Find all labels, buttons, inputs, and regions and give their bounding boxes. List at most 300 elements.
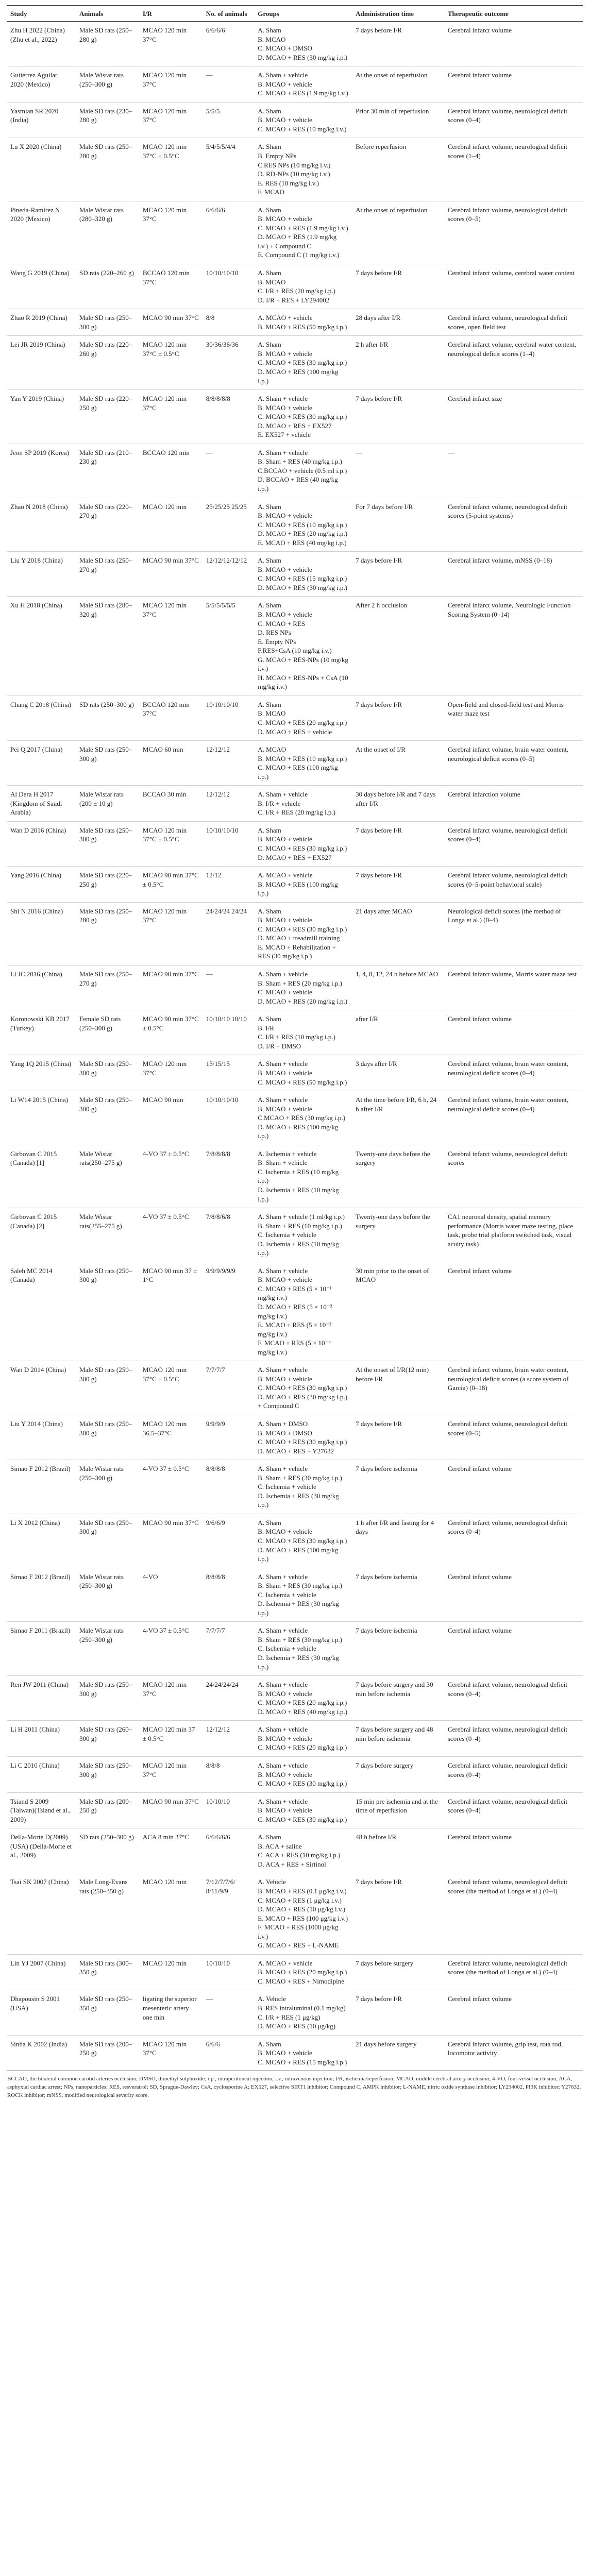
administration-time-cell: At the onset of I/R(12 min) before I/R <box>352 1361 445 1415</box>
therapeutic-outcome-cell: Open-field and closed-field test and Morris water maze test <box>445 696 583 740</box>
study-cell: Zhu H 2022 (China) (Zhu et al., 2022) <box>7 22 76 66</box>
ir-cell: MCAO 120 min 37°C <box>140 102 203 138</box>
study-cell: Sinha K 2002 (India) <box>7 2035 76 2071</box>
no-animals-cell: — <box>203 965 255 1010</box>
animals-cell: Male SD rats (220–250 g) <box>76 390 140 444</box>
animals-cell: Male Wistar rats (250–300 g) <box>76 66 140 103</box>
animals-cell: Male SD rats (210–230 g) <box>76 444 140 498</box>
administration-time-cell: 30 days before I/R and 7 days after I/R <box>352 786 445 822</box>
group-entry: A. Sham <box>258 143 281 151</box>
group-entry: B. MCAO + vehicle <box>258 215 312 223</box>
group-entry: D. Ischemia + RES (10 mg/kg i.p.) <box>258 1240 339 1257</box>
group-entry: A. Sham + vehicle <box>258 1725 308 1734</box>
study-cell: Pei Q 2017 (China) <box>7 741 76 786</box>
group-entry: B. MCAO + RES (10 mg/kg i.p.) <box>258 754 347 762</box>
animals-cell: Male SD rats (220–260 g) <box>76 336 140 390</box>
administration-time-cell: 7 days before I/R <box>352 22 445 66</box>
ir-cell: MCAO 120 min 37°C <box>140 201 203 264</box>
group-entry: F. MCAO <box>258 188 284 196</box>
group-entry: D. Ischemia + RES (30 mg/kg i.p.) <box>258 1492 339 1509</box>
no-animals-cell: 8/8/8/8/8 <box>203 390 255 444</box>
group-entry: B. ACA + saline <box>258 1842 302 1850</box>
group-entry: D. MCAO + RES + Y27632 <box>258 1447 334 1455</box>
animals-cell: Male SD rats (250–300 g) <box>76 741 140 786</box>
therapeutic-outcome-cell: Cerebral infarct volume, neurological deficit scores (0–4) <box>445 1514 583 1568</box>
table-row <box>7 444 583 498</box>
group-entry: B. MCAO + vehicle <box>258 512 312 520</box>
group-entry: B. MCAO + RES (20 mg/kg i.p.) <box>258 1968 347 1976</box>
group-entry: A. Sham + vehicle <box>258 1060 308 1068</box>
group-entry: B. MCAO + RES (100 mg/kg i.p.) <box>258 880 338 897</box>
study-cell: Zhao R 2019 (China) <box>7 309 76 336</box>
groups-cell <box>255 902 352 965</box>
group-entry: A. MCAO <box>258 745 286 754</box>
animals-cell: Male Wistar rats (250–300 g) <box>76 1568 140 1622</box>
study-characteristics-table <box>7 5 583 2071</box>
group-entry: C. I/R + RES (1 μg/kg) <box>258 2013 321 2021</box>
group-entry: D. MCAO + RES + EX527 <box>258 853 332 861</box>
group-entry: G. MCAO + RES-NPs (10 mg/kg i.v.) <box>258 655 348 673</box>
group-entry: A. Sham <box>258 907 281 915</box>
therapeutic-outcome-cell: Cerebral infarct volume, neurological deficit scores (0–4) <box>445 1676 583 1721</box>
groups-cell <box>255 1145 352 1208</box>
group-entry: H. MCAO + RES-NPs + CsA (10 mg/kg i.v.) <box>258 673 348 691</box>
group-entry: C.MCAO + RES (30 mg/kg i.p.) <box>258 1114 346 1122</box>
group-entry: B. MCAO <box>258 709 286 718</box>
groups-cell <box>255 1990 352 2035</box>
administration-time-cell: 1, 4, 8, 12, 24 h before MCAO <box>352 965 445 1010</box>
group-entry: B. Sham + RES (20 mg/kg i.p.) <box>258 979 342 987</box>
group-entry: B. MCAO + vehicle <box>258 1734 312 1742</box>
study-cell: Li JC 2016 (China) <box>7 965 76 1010</box>
group-entry: B. MCAO + vehicle <box>258 1375 312 1383</box>
groups-cell <box>255 1622 352 1676</box>
group-entry: A. MCAO + vehicle <box>258 314 313 322</box>
study-cell: Gutiérrez Aguilar 2020 (Mexico) <box>7 66 76 103</box>
group-entry: C. MCAO + RES (30 mg/kg i.p.) <box>258 1438 347 1446</box>
ir-cell: MCAO 120 min 37°C <box>140 1055 203 1091</box>
table-row <box>7 741 583 786</box>
groups-cell <box>255 597 352 696</box>
study-cell: Liu Y 2014 (China) <box>7 1415 76 1460</box>
study-cell: Della-Morte D(2009)(USA) (Della-Morte et al., 2009) <box>7 1828 76 1873</box>
group-entry: D. BCCAO + RES (40 mg/kg i.p.) <box>258 476 338 493</box>
no-animals-cell: 7/7/7/7 <box>203 1622 255 1676</box>
group-entry: C.RES NPs (10 mg/kg i.v.) <box>258 161 331 169</box>
study-cell: Lu X 2020 (China) <box>7 138 76 201</box>
administration-time-cell: 7 days before ischemia <box>352 1622 445 1676</box>
group-entry: B. MCAO + vehicle <box>258 835 312 843</box>
group-entry: A. MCAO + vehicle <box>258 871 313 879</box>
group-entry: A. Sham + vehicle <box>258 1096 308 1104</box>
animals-cell: Male SD rats (250–280 g) <box>76 138 140 201</box>
group-entry: B. RES intraluminal (0.1 mg/kg) <box>258 2004 346 2012</box>
group-entry: A. Sham + vehicle <box>258 1465 308 1473</box>
ir-cell: MCAO 90 min 37°C <box>140 309 203 336</box>
group-entry: D. MCAO + RES (30 mg/kg i.p.) <box>258 53 348 61</box>
group-entry: A. Sham <box>258 2040 281 2048</box>
groups-cell <box>255 498 352 552</box>
therapeutic-outcome-cell: Cerebral infarct volume, neurological deficit scores (0–5-point behavioral scale) <box>445 867 583 903</box>
therapeutic-outcome-cell: Cerebral infarct volume, neurological deficit scores (5-point systems) <box>445 498 583 552</box>
therapeutic-outcome-cell: Cerebral infarct volume, cerebral water content <box>445 264 583 309</box>
animals-cell: Male SD rats (250–280 g) <box>76 902 140 965</box>
table-row <box>7 696 583 740</box>
no-animals-cell: 12/12/12 <box>203 741 255 786</box>
group-entry: C. MCAO + RES (1.9 mg/kg i.v.) <box>258 89 348 97</box>
group-entry: C. MCAO + RES (15 mg/kg i.p.) <box>258 2058 347 2066</box>
no-animals-cell: 8/8/8/8 <box>203 1568 255 1622</box>
therapeutic-outcome-cell: Cerebral infarct volume, neurological deficit scores, open field test <box>445 309 583 336</box>
groups-cell <box>255 138 352 201</box>
group-entry: D. MCAO + RES + EX527 <box>258 421 332 430</box>
group-entry: B. I/R + vehicle <box>258 799 301 807</box>
administration-time-cell: For 7 days before I/R <box>352 498 445 552</box>
table-row <box>7 1010 583 1055</box>
ir-cell: BCCAO 30 min <box>140 786 203 822</box>
groups-cell <box>255 1568 352 1622</box>
ir-cell: MCAO 60 min <box>140 741 203 786</box>
table-row <box>7 1262 583 1361</box>
group-entry: C. MCAO + RES (10 mg/kg i.p.) <box>258 520 347 529</box>
group-entry: C. MCAO + RES (30 mg/kg i.p.) <box>258 925 347 933</box>
group-entry: A. Sham + vehicle <box>258 1366 308 1374</box>
study-cell: Yasmian SR 2020 (India) <box>7 102 76 138</box>
group-entry: E. MCAO + Rehabilitation + RES (30 mg/kg i.p.) <box>258 943 336 960</box>
group-entry: A. Sham <box>258 556 281 565</box>
administration-time-cell: 7 days before surgery <box>352 1954 445 1990</box>
animals-cell: Male Wistar rats (280–320 g) <box>76 201 140 264</box>
table-row <box>7 1460 583 1514</box>
table-row <box>7 1361 583 1415</box>
study-cell: Lin YJ 2007 (China) <box>7 1954 76 1990</box>
administration-time-cell: Twenty-one days before the surgery <box>352 1208 445 1262</box>
groups-cell <box>255 552 352 597</box>
table-row <box>7 1055 583 1091</box>
administration-time-cell: 28 days after I/R <box>352 309 445 336</box>
group-entry: A. Sham <box>258 341 281 349</box>
group-entry: E. MCAO + RES (5 × 10⁻³ mg/kg i.v.) <box>258 1321 332 1338</box>
groups-cell <box>255 1091 352 1145</box>
administration-time-cell: 7 days before surgery and 48 min before ischemia <box>352 1721 445 1757</box>
group-entry: C. MCAO + RES (1 μg/kg i.v.) <box>258 1896 342 1904</box>
group-entry: A. Sham <box>258 700 281 708</box>
therapeutic-outcome-cell: Cerebral infarct volume, brain water content, neurological deficit scores (a score system of Garcia) (0–18) <box>445 1361 583 1415</box>
group-entry: A. Sham <box>258 502 281 511</box>
group-entry: D. MCAO + RES (10 μg/kg i.v.) <box>258 1905 346 1913</box>
groups-cell <box>255 1756 352 1792</box>
study-cell: Shi N 2016 (China) <box>7 902 76 965</box>
no-animals-cell: 24/24/24/24 <box>203 1676 255 1721</box>
table-row <box>7 1873 583 1954</box>
table-row <box>7 264 583 309</box>
therapeutic-outcome-cell: Cerebral infarct volume, Morris water maze test <box>445 965 583 1010</box>
group-entry: C. MCAO + vehicle <box>258 988 312 996</box>
groups-cell <box>255 2035 352 2071</box>
group-entry: E. EX527 + vehicle <box>258 431 311 439</box>
therapeutic-outcome-cell: Cerebral infarct volume <box>445 1010 583 1055</box>
study-cell: Xu H 2018 (China) <box>7 597 76 696</box>
no-animals-cell: 10/10/10/10 <box>203 696 255 740</box>
ir-cell: MCAO 120 min 36.5–37°C <box>140 1415 203 1460</box>
group-entry: D. MCAO + RES (100 mg/kg i.p.) <box>258 1123 339 1140</box>
study-cell: Li X 2012 (China) <box>7 1514 76 1568</box>
animals-cell: Male SD rats (200–250 g) <box>76 2035 140 2071</box>
group-entry: B. MCAO + RES (50 mg/kg i.p.) <box>258 323 347 331</box>
groups-cell <box>255 336 352 390</box>
group-entry: C. MCAO + RES (20 mg/kg i.p.) <box>258 719 347 726</box>
therapeutic-outcome-cell: Cerebral infarct volume, Neurologic Function Scoring System (0–14) <box>445 597 583 696</box>
animals-cell: Male Wistar rats (200 ± 10 g) <box>76 786 140 822</box>
no-animals-cell: 10/10/10 <box>203 1954 255 1990</box>
study-cell: Lei JR 2019 (China) <box>7 336 76 390</box>
group-entry: B. MCAO + vehicle <box>258 1069 312 1077</box>
groups-cell <box>255 1954 352 1990</box>
group-entry: A. Sham + vehicle <box>258 1572 308 1581</box>
ir-cell: MCAO 90 min <box>140 1091 203 1145</box>
animals-cell: Male SD rats (250–300 g) <box>76 1361 140 1415</box>
study-cell: Saleh MC 2014 (Canada) <box>7 1262 76 1361</box>
study-cell: Simao F 2012 (Brazil) <box>7 1460 76 1514</box>
group-entry: C. ACA + RES (10 mg/kg i.p.) <box>258 1851 341 1859</box>
group-entry: D. MCAO + RES (1.9 mg/kg i.v.) + Compound C <box>258 233 337 250</box>
table-row <box>7 1091 583 1145</box>
table-row <box>7 2035 583 2071</box>
group-entry: D. MCAO + RES (20 mg/kg i.p.) <box>258 997 348 1005</box>
group-entry: D. ACA + RES + Sirtinol <box>258 1860 326 1868</box>
group-entry: D. Ischemia + RES (10 mg/kg i.p.) <box>258 1185 339 1203</box>
animals-cell: Male SD rats (250–300 g) <box>76 1676 140 1721</box>
therapeutic-outcome-cell: Cerebral infarct volume <box>445 1622 583 1676</box>
groups-cell <box>255 264 352 309</box>
column-header-groups: Groups <box>255 6 352 22</box>
table-row <box>7 66 583 103</box>
group-entry: F. MCAO + RES (1000 μg/kg i.v.) <box>258 1923 339 1940</box>
group-entry: C. MCAO + RES (30 mg/kg i.p.) <box>258 1384 347 1392</box>
group-entry: A. Ischemia + vehicle <box>258 1149 317 1158</box>
no-animals-cell: 8/8 <box>203 309 255 336</box>
ir-cell: MCAO 120 min 37°C <box>140 1676 203 1721</box>
therapeutic-outcome-cell: Cerebral infarct volume, brain water content, neurological deficit scores (0–5) <box>445 741 583 786</box>
administration-time-cell: 7 days before I/R <box>352 1873 445 1954</box>
no-animals-cell: 12/12/12 <box>203 786 255 822</box>
administration-time-cell: Twenty-one days before the surgery <box>352 1145 445 1208</box>
study-cell: Li H 2011 (China) <box>7 1721 76 1757</box>
group-entry: B. MCAO + vehicle <box>258 1528 312 1536</box>
administration-time-cell: Before reperfusion <box>352 138 445 201</box>
no-animals-cell: 25/25/25 25/25 <box>203 498 255 552</box>
groups-cell <box>255 201 352 264</box>
therapeutic-outcome-cell: Cerebral infarct volume <box>445 1460 583 1514</box>
no-animals-cell: 5/5/5 <box>203 102 255 138</box>
table-row <box>7 336 583 390</box>
ir-cell: MCAO 90 min 37 ± 1°C <box>140 1262 203 1361</box>
group-entry: A. Vehicle <box>258 1995 286 2003</box>
administration-time-cell: 7 days before I/R <box>352 264 445 309</box>
group-entry: A. Sham + vehicle <box>258 448 308 456</box>
group-entry: B. MCAO <box>258 278 286 286</box>
table-row <box>7 390 583 444</box>
group-entry: B. MCAO + vehicle <box>258 80 312 88</box>
group-entry: A. Sham + vehicle <box>258 790 308 799</box>
study-cell: Wang G 2019 (China) <box>7 264 76 309</box>
table-row <box>7 498 583 552</box>
ir-cell: MCAO 120 min 37°C <box>140 902 203 965</box>
group-entry: B. MCAO + vehicle <box>258 1689 312 1698</box>
group-entry: D. MCAO + RES (5 × 10⁻² mg/kg i.v.) <box>258 1302 332 1320</box>
group-entry: A. Sham + DMSO <box>258 1420 308 1428</box>
table-row <box>7 1568 583 1622</box>
ir-cell: MCAO 90 min 37°C ± 0.5°C <box>140 867 203 903</box>
administration-time-cell: After 2 h occlusion <box>352 597 445 696</box>
no-animals-cell: 8/8/8 <box>203 1756 255 1792</box>
group-entry: B. MCAO + vehicle <box>258 1105 312 1113</box>
groups-cell <box>255 1873 352 1954</box>
table-row <box>7 1415 583 1460</box>
therapeutic-outcome-cell: Cerebral infarct volume, brain water content, neurological deficit scores (0–4) <box>445 1091 583 1145</box>
study-cell: Tsiand S 2009 (Taiwan)(Tsiand et al., 2009) <box>7 1792 76 1828</box>
animals-cell: Male SD rats (200–250 g) <box>76 1792 140 1828</box>
groups-cell <box>255 1262 352 1361</box>
table-row <box>7 1145 583 1208</box>
study-cell: Girbovan C 2015 (Canada) [2] <box>7 1208 76 1262</box>
group-entry: D. I/R + RES + LY294002 <box>258 296 330 304</box>
study-cell: Li W14 2015 (China) <box>7 1091 76 1145</box>
table-row <box>7 1756 583 1792</box>
group-entry: A. Sham <box>258 1015 281 1023</box>
header-row <box>7 6 583 22</box>
no-animals-cell: 6/6/6 <box>203 2035 255 2071</box>
group-entry: C. MCAO + RES (30 mg/kg i.p.) <box>258 413 347 421</box>
administration-time-cell: 21 days after MCAO <box>352 902 445 965</box>
group-entry: D. MCAO + RES (30 mg/kg i.p.) + Compound C <box>258 1393 348 1410</box>
group-entry: B. MCAO + vehicle <box>258 349 312 358</box>
study-cell: Ren JW 2011 (China) <box>7 1676 76 1721</box>
study-cell: Pineda-Ramírez N 2020 (Mexico) <box>7 201 76 264</box>
ir-cell: BCCAO 120 min 37°C <box>140 696 203 740</box>
table-row <box>7 1208 583 1262</box>
ir-cell: 4-VO 37 ± 0.5°C <box>140 1145 203 1208</box>
study-cell: Dhapousin S 2001 (USA) <box>7 1990 76 2035</box>
study-cell: Yang 1Q 2015 (China) <box>7 1055 76 1091</box>
groups-cell <box>255 1055 352 1091</box>
ir-cell: MCAO 90 min 37°C <box>140 1792 203 1828</box>
study-cell: Yan Y 2019 (China) <box>7 390 76 444</box>
groups-cell <box>255 1676 352 1721</box>
group-entry: B. MCAO + vehicle <box>258 116 312 124</box>
therapeutic-outcome-cell: Cerebral infarct volume <box>445 1568 583 1622</box>
group-entry: A. Sham + vehicle <box>258 1797 308 1805</box>
column-header-administration-time: Administration time <box>352 6 445 22</box>
animals-cell: Male SD rats (220–270 g) <box>76 498 140 552</box>
groups-cell <box>255 1828 352 1873</box>
study-cell: Simao F 2012 (Brazil) <box>7 1568 76 1622</box>
table-row <box>7 597 583 696</box>
table-header <box>7 6 583 22</box>
administration-time-cell: 7 days before surgery and 30 min before ischemia <box>352 1676 445 1721</box>
group-entry: A. Sham + vehicle <box>258 395 308 403</box>
therapeutic-outcome-cell: Cerebral infarct volume, neurological deficit scores (0–4) <box>445 1792 583 1828</box>
group-entry: B. MCAO + vehicle <box>258 403 312 412</box>
therapeutic-outcome-cell: Cerebral infarct volume <box>445 1828 583 1873</box>
administration-time-cell: Prior 30 min of reperfusion <box>352 102 445 138</box>
animals-cell: Male Wistar rats(250–275 g) <box>76 1145 140 1208</box>
study-cell: Jeon SP 2019 (Korea) <box>7 444 76 498</box>
group-entry: C. MCAO + RES (50 mg/kg i.p.) <box>258 1078 347 1086</box>
group-entry: B. MCAO + vehicle <box>258 916 312 924</box>
group-entry: B. MCAO + vehicle <box>258 610 312 618</box>
no-animals-cell: 5/5/5/5/5/5 <box>203 597 255 696</box>
ir-cell: ACA 8 min 37°C <box>140 1828 203 1873</box>
study-cell: Tsai SK 2007 (China) <box>7 1873 76 1954</box>
ir-cell: MCAO 120 min <box>140 1873 203 1954</box>
administration-time-cell: At the time before I/R, 6 h, 24 h after I/R <box>352 1091 445 1145</box>
therapeutic-outcome-cell: — <box>445 444 583 498</box>
group-entry: A. Vehicle <box>258 1878 286 1886</box>
groups-cell <box>255 444 352 498</box>
administration-time-cell: At the onset of I/R <box>352 741 445 786</box>
administration-time-cell: 7 days before ischemia <box>352 1460 445 1514</box>
table-row <box>7 1676 583 1721</box>
administration-time-cell: — <box>352 444 445 498</box>
animals-cell: Male SD rats (250–280 g) <box>76 22 140 66</box>
groups-cell <box>255 867 352 903</box>
administration-time-cell: 7 days before I/R <box>352 821 445 866</box>
therapeutic-outcome-cell: Cerebral infarct volume, cerebral water content, neurological deficit scores (1–4) <box>445 336 583 390</box>
therapeutic-outcome-cell: Cerebral infarct volume, neurological deficit scores (0–4) <box>445 1721 583 1757</box>
group-entry: B. Sham + RES (40 mg/kg i.p.) <box>258 457 342 466</box>
ir-cell: MCAO 90 min 37°C <box>140 1514 203 1568</box>
ir-cell: MCAO 120 min 37°C ± 0.5°C <box>140 821 203 866</box>
groups-cell <box>255 1208 352 1262</box>
group-entry: C. Ischemia + vehicle <box>258 1231 316 1239</box>
group-entry: B. Sham + RES (30 mg/kg i.p.) <box>258 1582 342 1590</box>
animals-cell: Male SD rats (250–300 g) <box>76 1262 140 1361</box>
study-cell: Yang 2016 (China) <box>7 867 76 903</box>
group-entry: A. Sham + vehicle <box>258 1626 308 1635</box>
study-cell: Girbovan C 2015 (Canada) [1] <box>7 1145 76 1208</box>
ir-cell: MCAO 120 min 37°C ± 0.5°C <box>140 138 203 201</box>
ir-cell: MCAO 120 min <box>140 1954 203 1990</box>
group-entry: B. Sham + RES (30 mg/kg i.p.) <box>258 1635 342 1643</box>
ir-cell: MCAO 120 min 37°C <box>140 22 203 66</box>
table-row <box>7 1990 583 2035</box>
group-entry: D. RES NPs <box>258 629 291 637</box>
administration-time-cell: 7 days before I/R <box>352 1990 445 2035</box>
administration-time-cell: 7 days before I/R <box>352 867 445 903</box>
group-entry: C.BCCAO + vehicle (0.5 ml i.p.) <box>258 466 347 474</box>
animals-cell: Male SD rats (250–300 g) <box>76 821 140 866</box>
animals-cell: Male Wistar rats (250–300 g) <box>76 1460 140 1514</box>
ir-cell: MCAO 120 min 37 ± 0.5°C <box>140 1721 203 1757</box>
table-row <box>7 1954 583 1990</box>
animals-cell: SD rats (250–300 g) <box>76 1828 140 1873</box>
groups-cell <box>255 965 352 1010</box>
groups-cell <box>255 102 352 138</box>
no-animals-cell: 6/6/6/6/6 <box>203 1828 255 1873</box>
group-entry: D. I/R + DMSO <box>258 1042 301 1050</box>
ir-cell: 4-VO <box>140 1568 203 1622</box>
no-animals-cell: 12/12/12 <box>203 1721 255 1757</box>
group-entry: B. Empty NPs <box>258 152 297 160</box>
animals-cell: Male SD rats (280–320 g) <box>76 597 140 696</box>
table-row <box>7 552 583 597</box>
therapeutic-outcome-cell: Cerebral infarct volume <box>445 1262 583 1361</box>
column-header-therapeutic-outcome: Therapeutic outcome <box>445 6 583 22</box>
no-animals-cell: — <box>203 66 255 103</box>
table-row <box>7 965 583 1010</box>
group-entry: D. Ischemia + RES (30 mg/kg i.p.) <box>258 1600 339 1617</box>
